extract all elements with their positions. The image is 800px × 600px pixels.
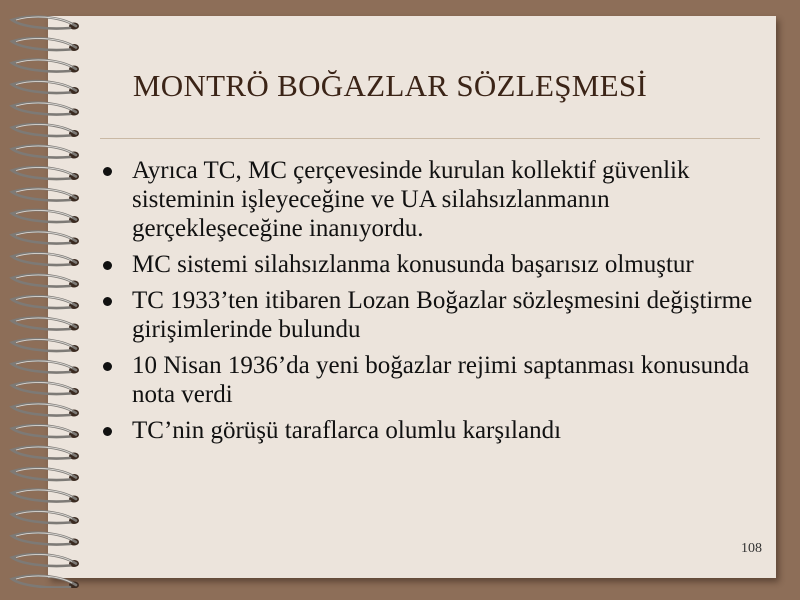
- page-title: MONTRÖ BOĞAZLAR SÖZLEŞMESİ: [132, 68, 648, 103]
- spiral-ring-icon: [12, 576, 79, 588]
- title-divider: [100, 138, 760, 139]
- spiral-ring-icon: [12, 60, 79, 73]
- list-item: TC’nin görüşü taraflarca olumlu karşılandı: [100, 416, 760, 445]
- list-item: 10 Nisan 1936’da yeni boğazlar rejimi saptanması konusunda nota verdi: [100, 351, 760, 409]
- spiral-ring-icon: [12, 81, 79, 94]
- list-item: Ayrıca TC, MC çerçevesinde kurulan kollektif güvenlik sisteminin işleyeceğine ve UA silahsızlanmanın gerçekleşeceğine inanıyordu.: [100, 156, 760, 243]
- spiral-ring-icon: [12, 318, 79, 331]
- page-number: 108: [741, 541, 762, 556]
- list-item: MC sistemi silahsızlanma konusunda başarısız olmuştur: [100, 250, 760, 279]
- spiral-binding-icon: [0, 8, 100, 588]
- bullet-list: [100, 156, 760, 452]
- spiral-ring-icon: [12, 275, 79, 288]
- spiral-ring-icon: [12, 511, 79, 524]
- spiral-ring-icon: [12, 296, 79, 309]
- spiral-ring-icon: [12, 167, 79, 180]
- spiral-ring-icon: [12, 404, 79, 417]
- spiral-ring-icon: [12, 38, 79, 51]
- spiral-ring-icon: [12, 425, 79, 438]
- spiral-ring-icon: [12, 554, 79, 567]
- spiral-ring-icon: [12, 253, 79, 266]
- spiral-ring-icon: [12, 468, 79, 481]
- spiral-ring-icon: [12, 124, 79, 137]
- spiral-ring-icon: [12, 232, 79, 245]
- spiral-ring-icon: [12, 210, 79, 223]
- list-item: TC 1933’ten itibaren Lozan Boğazlar sözleşmesini değiştirme girişimlerinde bulundu: [100, 286, 760, 344]
- spiral-ring-icon: [12, 361, 79, 374]
- spiral-ring-icon: [12, 189, 79, 202]
- spiral-ring-icon: [12, 17, 79, 30]
- spiral-ring-icon: [12, 103, 79, 116]
- spiral-ring-icon: [12, 533, 79, 546]
- spiral-ring-icon: [12, 490, 79, 503]
- spiral-ring-icon: [12, 447, 79, 460]
- spiral-ring-icon: [12, 382, 79, 395]
- spiral-ring-icon: [12, 339, 79, 352]
- spiral-ring-icon: [12, 146, 79, 159]
